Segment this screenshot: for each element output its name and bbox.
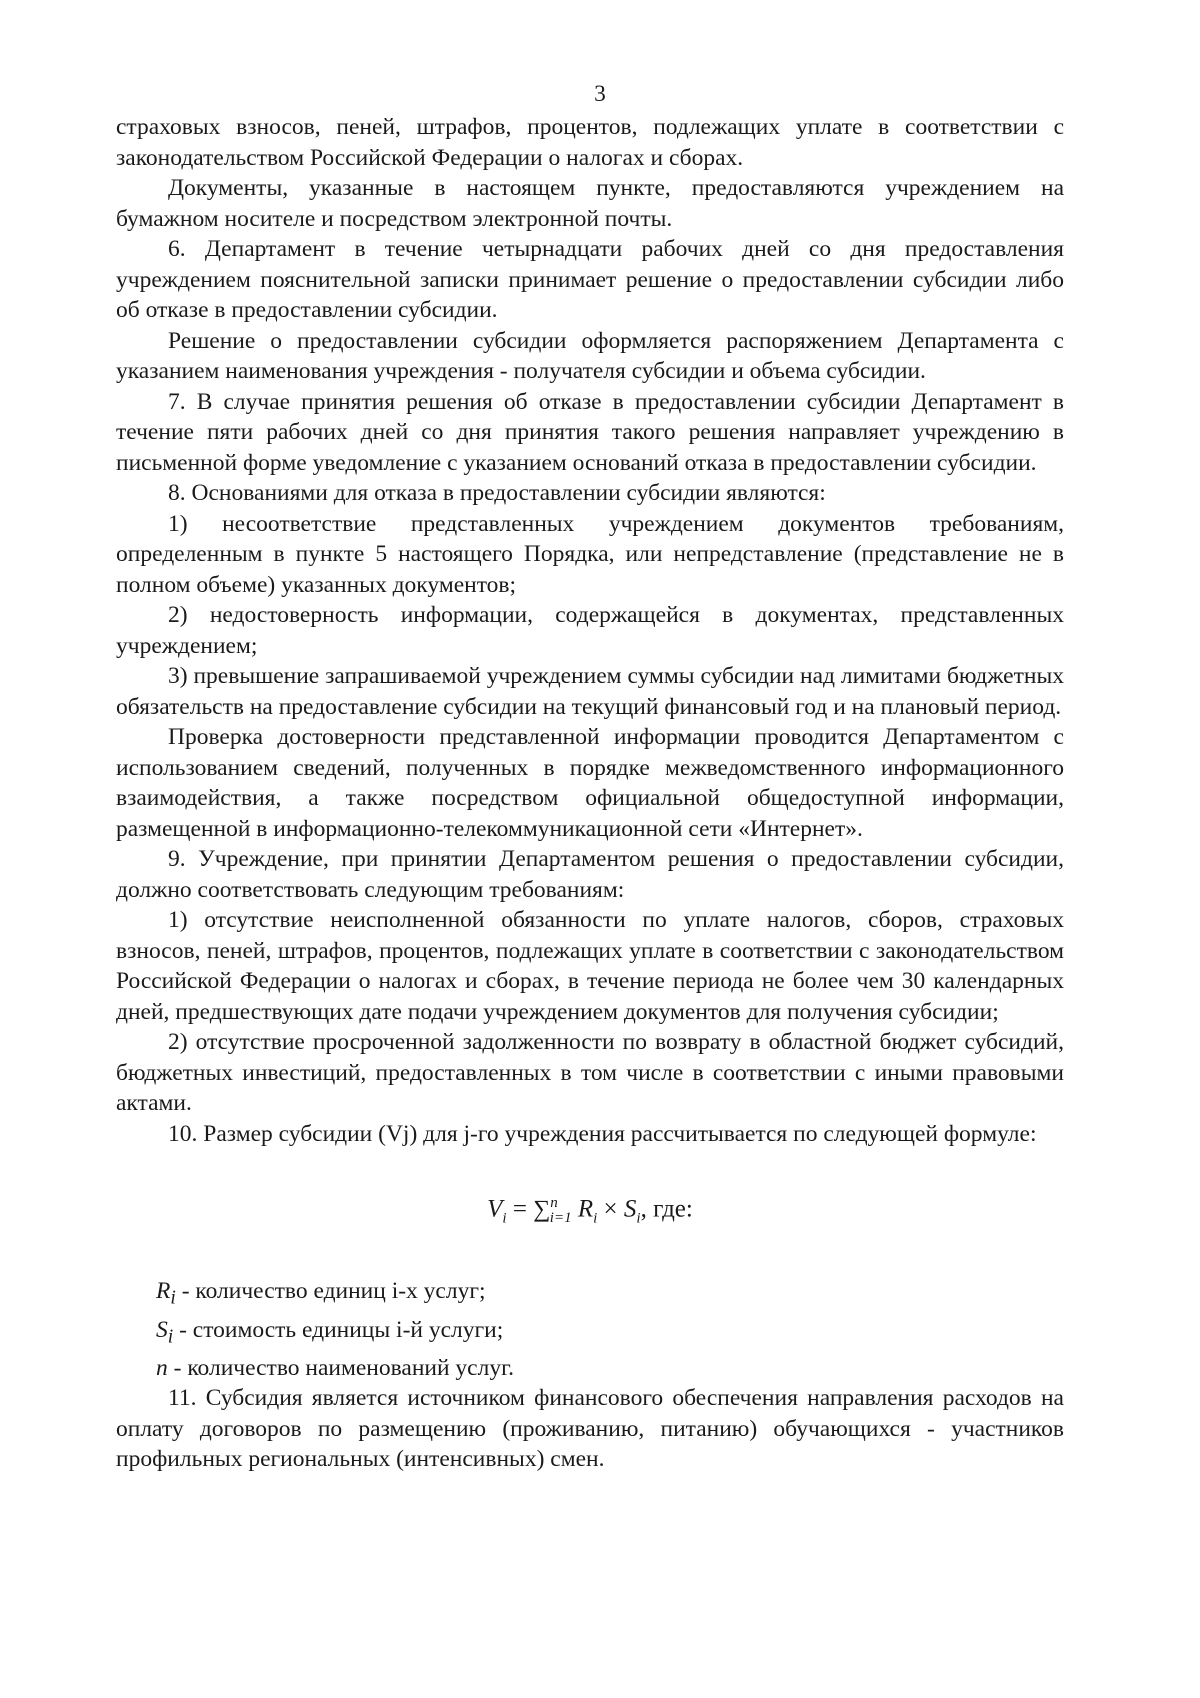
formula-definitions — [116, 1276, 1064, 1383]
definition-symbol: S — [156, 1316, 168, 1343]
paragraph: 3) превышение запрашиваемой учреждением суммы субсидии над лимитами бюджетных обязательств на предоставление субсидии на текущий финансовый год и на плановый период. — [116, 663, 1064, 720]
formula-r-sub: i — [593, 1210, 598, 1227]
paragraph: Проверка достоверности представленной информации проводится Департаментом с использованием сведений, полученных в порядке межведомственного информационного взаимодействия, а также посредством официальной общедоступной информации, размещенной в информационно-телекоммуникационной сети «Интернет». — [116, 724, 1064, 842]
document-body — [116, 112, 1064, 1475]
formula-equals: = — [512, 1195, 527, 1223]
formula-lhs-sub: i — [502, 1210, 507, 1227]
formula-sum-lower: i=1 — [549, 1210, 572, 1227]
definition-row — [116, 1276, 1064, 1314]
definition-row — [116, 1353, 1064, 1384]
paragraph: 11. Субсидия является источником финансового обеспечения направления расходов на оплату договоров по размещению (проживанию, питанию) обучающихся - участников профильных региональных (интенсивных) смен. — [116, 1385, 1064, 1473]
formula-sum-upper: n — [550, 1195, 558, 1211]
definition-text: - количество единиц i-х услуг; — [175, 1278, 486, 1305]
paragraph: страховых взносов, пеней, штрафов, процентов, подлежащих уплате в соответствии с законодательством Российской Федерации о налогах и сборах. — [116, 114, 1064, 171]
paragraph: 8. Основаниями для отказа в предоставлении субсидии являются: — [168, 480, 826, 506]
formula-times: × — [603, 1195, 618, 1223]
definition-text: - количество наименований услуг. — [167, 1354, 514, 1381]
formula-s: S — [623, 1195, 637, 1223]
definition-symbol: n — [156, 1354, 168, 1381]
definition-symbol-sub: i — [167, 1326, 174, 1348]
paragraph: 1) несоответствие представленных учреждением документов требованиям, определенным в пункте 5 настоящего Порядка, или непредставление (представление не в полном объеме) указанных документов; — [116, 510, 1064, 598]
definition-row — [116, 1315, 1064, 1353]
paragraph: 2) отсутствие просроченной задолженности по возврату в областной бюджет субсидий, бюджетных инвестиций, предоставленных в том числе в соответствии с иными правовыми актами. — [116, 1029, 1064, 1116]
formula-tail: , где: — [640, 1195, 693, 1223]
subsidy-formula — [116, 1187, 1064, 1234]
page-number: 3 — [594, 81, 606, 107]
formula-s-sub: i — [636, 1210, 641, 1227]
paragraph: 6. Департамент в течение четырнадцати рабочих дней со дня предоставления учреждением пояснительной записки принимает решение о предоставлении субсидии либо об отказе в предоставлении субсидии. — [116, 236, 1064, 323]
paragraph: Решение о предоставлении субсидии оформляется распоряжением Департамента с указанием наименования учреждения - получателя субсидии и объема субсидии. — [116, 327, 1064, 384]
paragraph: 7. В случае принятия решения об отказе в предоставлении субсидии Департамент в течение пяти рабочих дней со дня принятия такого решения направляет учреждению в письменной форме уведомление с указанием оснований отказа в предоставлении субсидии. — [116, 388, 1064, 476]
paragraph: 1) отсутствие неисполненной обязанности по уплате налогов, сборов, страховых взносов, пеней, штрафов, процентов, подлежащих уплате в соответствии с законодательством Российской Федерации о налогах и сборах, в течение периода не более чем 30 календарных дней, предшествующих дате подачи учреждением документов для получения субсидии; — [116, 907, 1064, 1025]
definition-symbol: R — [156, 1278, 171, 1305]
formula-lhs: V — [487, 1195, 503, 1223]
definition-symbol-sub: i — [170, 1288, 176, 1310]
formula-r: R — [577, 1195, 594, 1223]
paragraph: 2) недостоверность информации, содержащейся в документах, представленных учреждением; — [116, 602, 1064, 659]
paragraph: Документы, указанные в настоящем пункте, предоставляются учреждением на бумажном носителе и посредством электронной почты. — [116, 175, 1064, 232]
paragraph: 9. Учреждение, при принятии Департаментом решения о предоставлении субсидии, должно соответствовать следующим требованиям: — [116, 846, 1064, 903]
formula-sum-sign: ∑ — [533, 1196, 551, 1223]
paragraph: 10. Размер субсидии (Vj) для j-го учреждения рассчитывается по следующей формуле: — [168, 1120, 1037, 1147]
definition-text: - стоимость единицы i-й услуги; — [173, 1316, 504, 1343]
